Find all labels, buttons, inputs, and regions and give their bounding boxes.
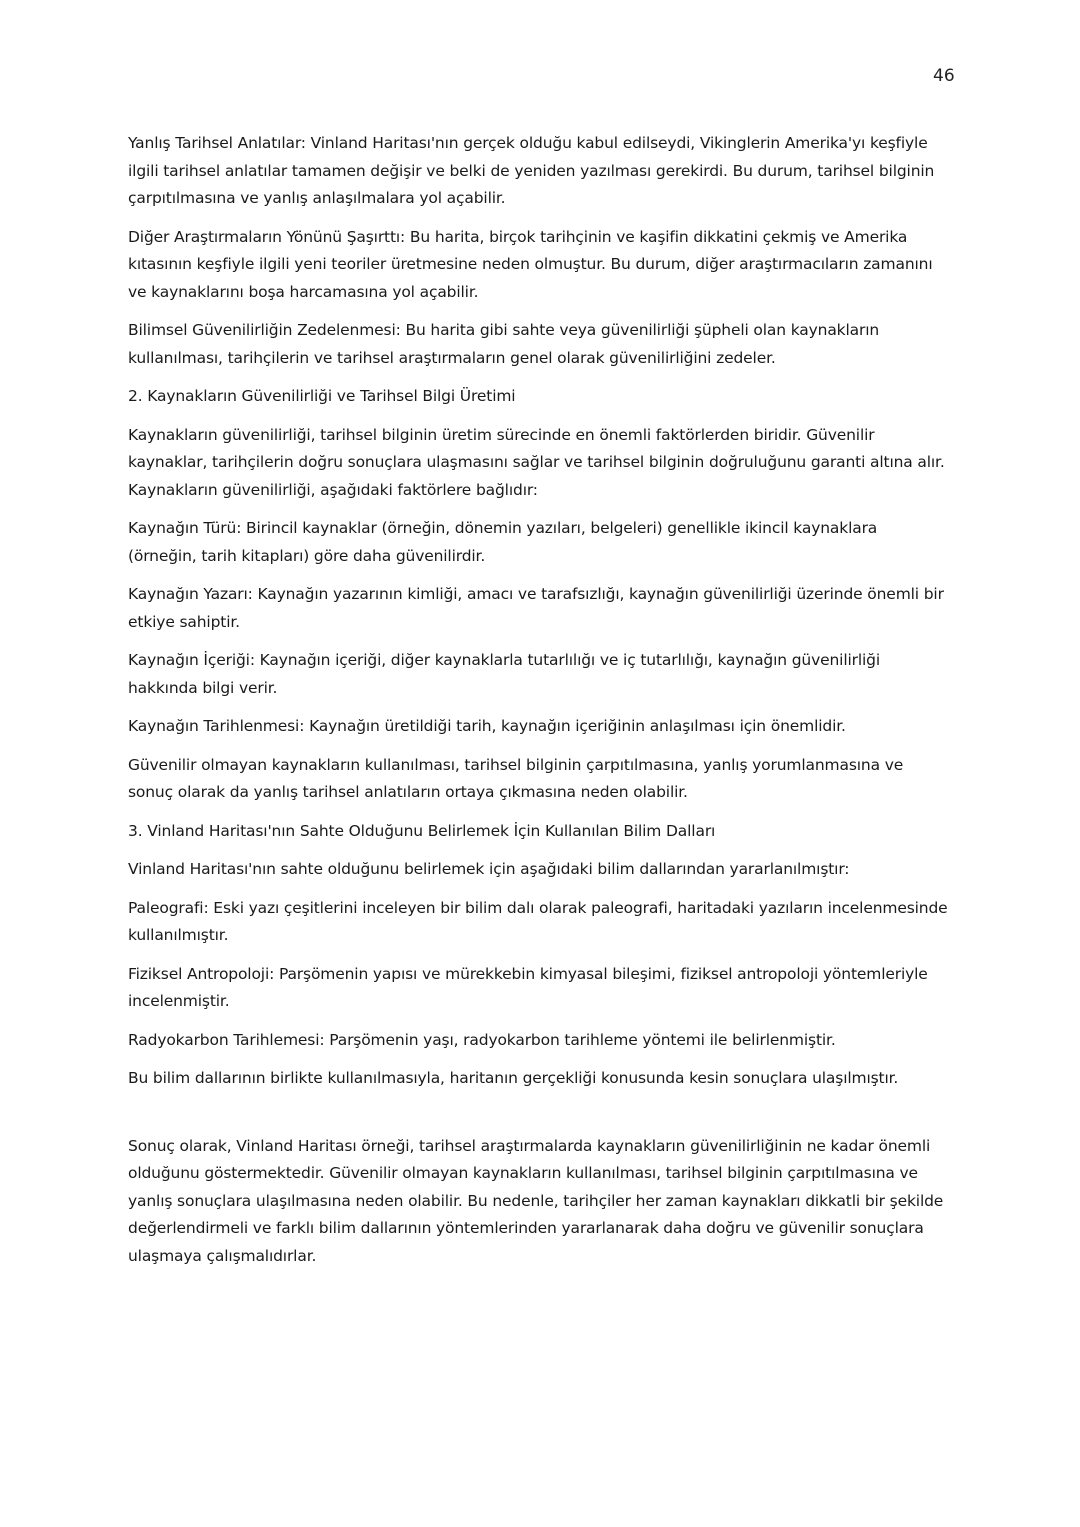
section-heading-2: 2. Kaynakların Güvenilirliği ve Tarihsel Bilgi Üretimi (128, 387, 516, 405)
paragraph-scientific-credibility: Bilimsel Güvenilirliğin Zedelenmesi: Bu harita gibi sahte veya güvenilirliği şüpheli olan kaynakların kullanılması, tarihçilerin ve tarihsel araştırmaların genel olarak güvenilirliğini zedeler. (128, 321, 880, 367)
page-number: 46 (933, 66, 955, 86)
paragraph-source-author: Kaynağın Yazarı: Kaynağın yazarının kimliği, amacı ve tarafsızlığı, kaynağın güvenilirliği üzerinde önemli bir etkiye sahiptir. (128, 585, 944, 631)
paragraph-radiocarbon-dating: Radyokarbon Tarihlemesi: Parşömenin yaşı, radyokarbon tarihleme yöntemi ile belirlenmiştir. (128, 1030, 836, 1049)
paragraph-false-narratives: Yanlış Tarihsel Anlatılar: Vinland Haritası'nın gerçek olduğu kabul edilseydi, Vikinglerin Amerika'yı keşfiyle ilgili tarihsel anlatılar tamamen değişir ve belki de yeniden yazılması gerekirdi. Bu durum, tarihsel bilginin çarpıtılmasına ve yanlış anlaşılmalara yol açabilir. (128, 134, 935, 207)
paragraph-conclusion: Sonuç olarak, Vinland Haritası örneği, tarihsel araştırmalarda kaynakların güvenilirliğinin ne kadar önemli olduğunu göstermektedir. Güvenilir olmayan kaynakların kullanılması, tarihsel bilginin çarpıtılmasına ve yanlış sonuçlara ulaşılmasına neden olabilir. Bu nedenle, tarihçiler her zaman kaynakları dikkatli bir şekilde değerlendirmeli ve farklı bilim dallarının yöntemlerinden yararlanarak daha doğru ve güvenilir sonuçlara ulaşmaya çalışmalıdırlar. (128, 1136, 944, 1265)
paragraph-unreliable-sources: Güvenilir olmayan kaynakların kullanılması, tarihsel bilginin çarpıtılmasına, yanlış yorumlanmasına ve sonuç olarak da yanlış tarihsel anlatıların ortaya çıkmasına neden olabilir. (128, 755, 904, 801)
paragraph-paleography: Paleografi: Eski yazı çeşitlerini inceleyen bir bilim dalı olarak paleografi, haritadaki yazıların incelenmesinde kullanılmıştır. (128, 898, 948, 944)
document-body (128, 130, 948, 1270)
paragraph-disciplines-intro: Vinland Haritası'nın sahte olduğunu belirlemek için aşağıdaki bilim dallarından yararlanılmıştır: (128, 860, 850, 878)
paragraph-source-reliability: Kaynakların güvenilirliği, tarihsel bilginin üretim sürecinde en önemli faktörlerden biridir. Güvenilir kaynaklar, tarihçilerin doğru sonuçlara ulaşmasını sağlar ve tarihsel bilginin doğruluğunu garanti altına alır. Kaynakların güvenilirliği, aşağıdaki faktörlere bağlıdır: (128, 425, 945, 499)
paragraph-physical-anthropology: Fiziksel Antropoloji: Parşömenin yapısı ve mürekkebin kimyasal bileşimi, fiziksel antropoloji yöntemleriyle incelenmiştir. (128, 964, 928, 1010)
paragraph-disciplines-conclusion: Bu bilim dallarının birlikte kullanılmasıyla, haritanın gerçekliği konusunda kesin sonuçlara ulaşılmıştır. (128, 1069, 899, 1087)
paragraph-source-type: Kaynağın Türü: Birincil kaynaklar (örneğin, dönemin yazıları, belgeleri) genellikle ikincil kaynaklara (örneğin, tarih kitapları) göre daha güvenilirdir. (128, 519, 878, 565)
paragraph-misdirected-research: Diğer Araştırmaların Yönünü Şaşırttı: Bu harita, birçok tarihçinin ve kaşifin dikkatini çekmiş ve Amerika kıtasının keşfiyle ilgili yeni teoriler üretmesine neden olmuştur. Bu durum, diğer araştırmacıların zamanını ve kaynaklarını boşa harcamasına yol açabilir. (128, 227, 933, 301)
paragraph-source-dating: Kaynağın Tarihlenmesi: Kaynağın üretildiği tarih, kaynağın içeriğinin anlaşılması için önemlidir. (128, 717, 846, 735)
paragraph-source-content: Kaynağın İçeriği: Kaynağın içeriği, diğer kaynaklarla tutarlılığı ve iç tutarlılığı, kaynağın güvenilirliği hakkında bilgi verir. (128, 651, 881, 697)
section-heading-3: 3. Vinland Haritası'nın Sahte Olduğunu Belirlemek İçin Kullanılan Bilim Dalları (128, 821, 716, 840)
